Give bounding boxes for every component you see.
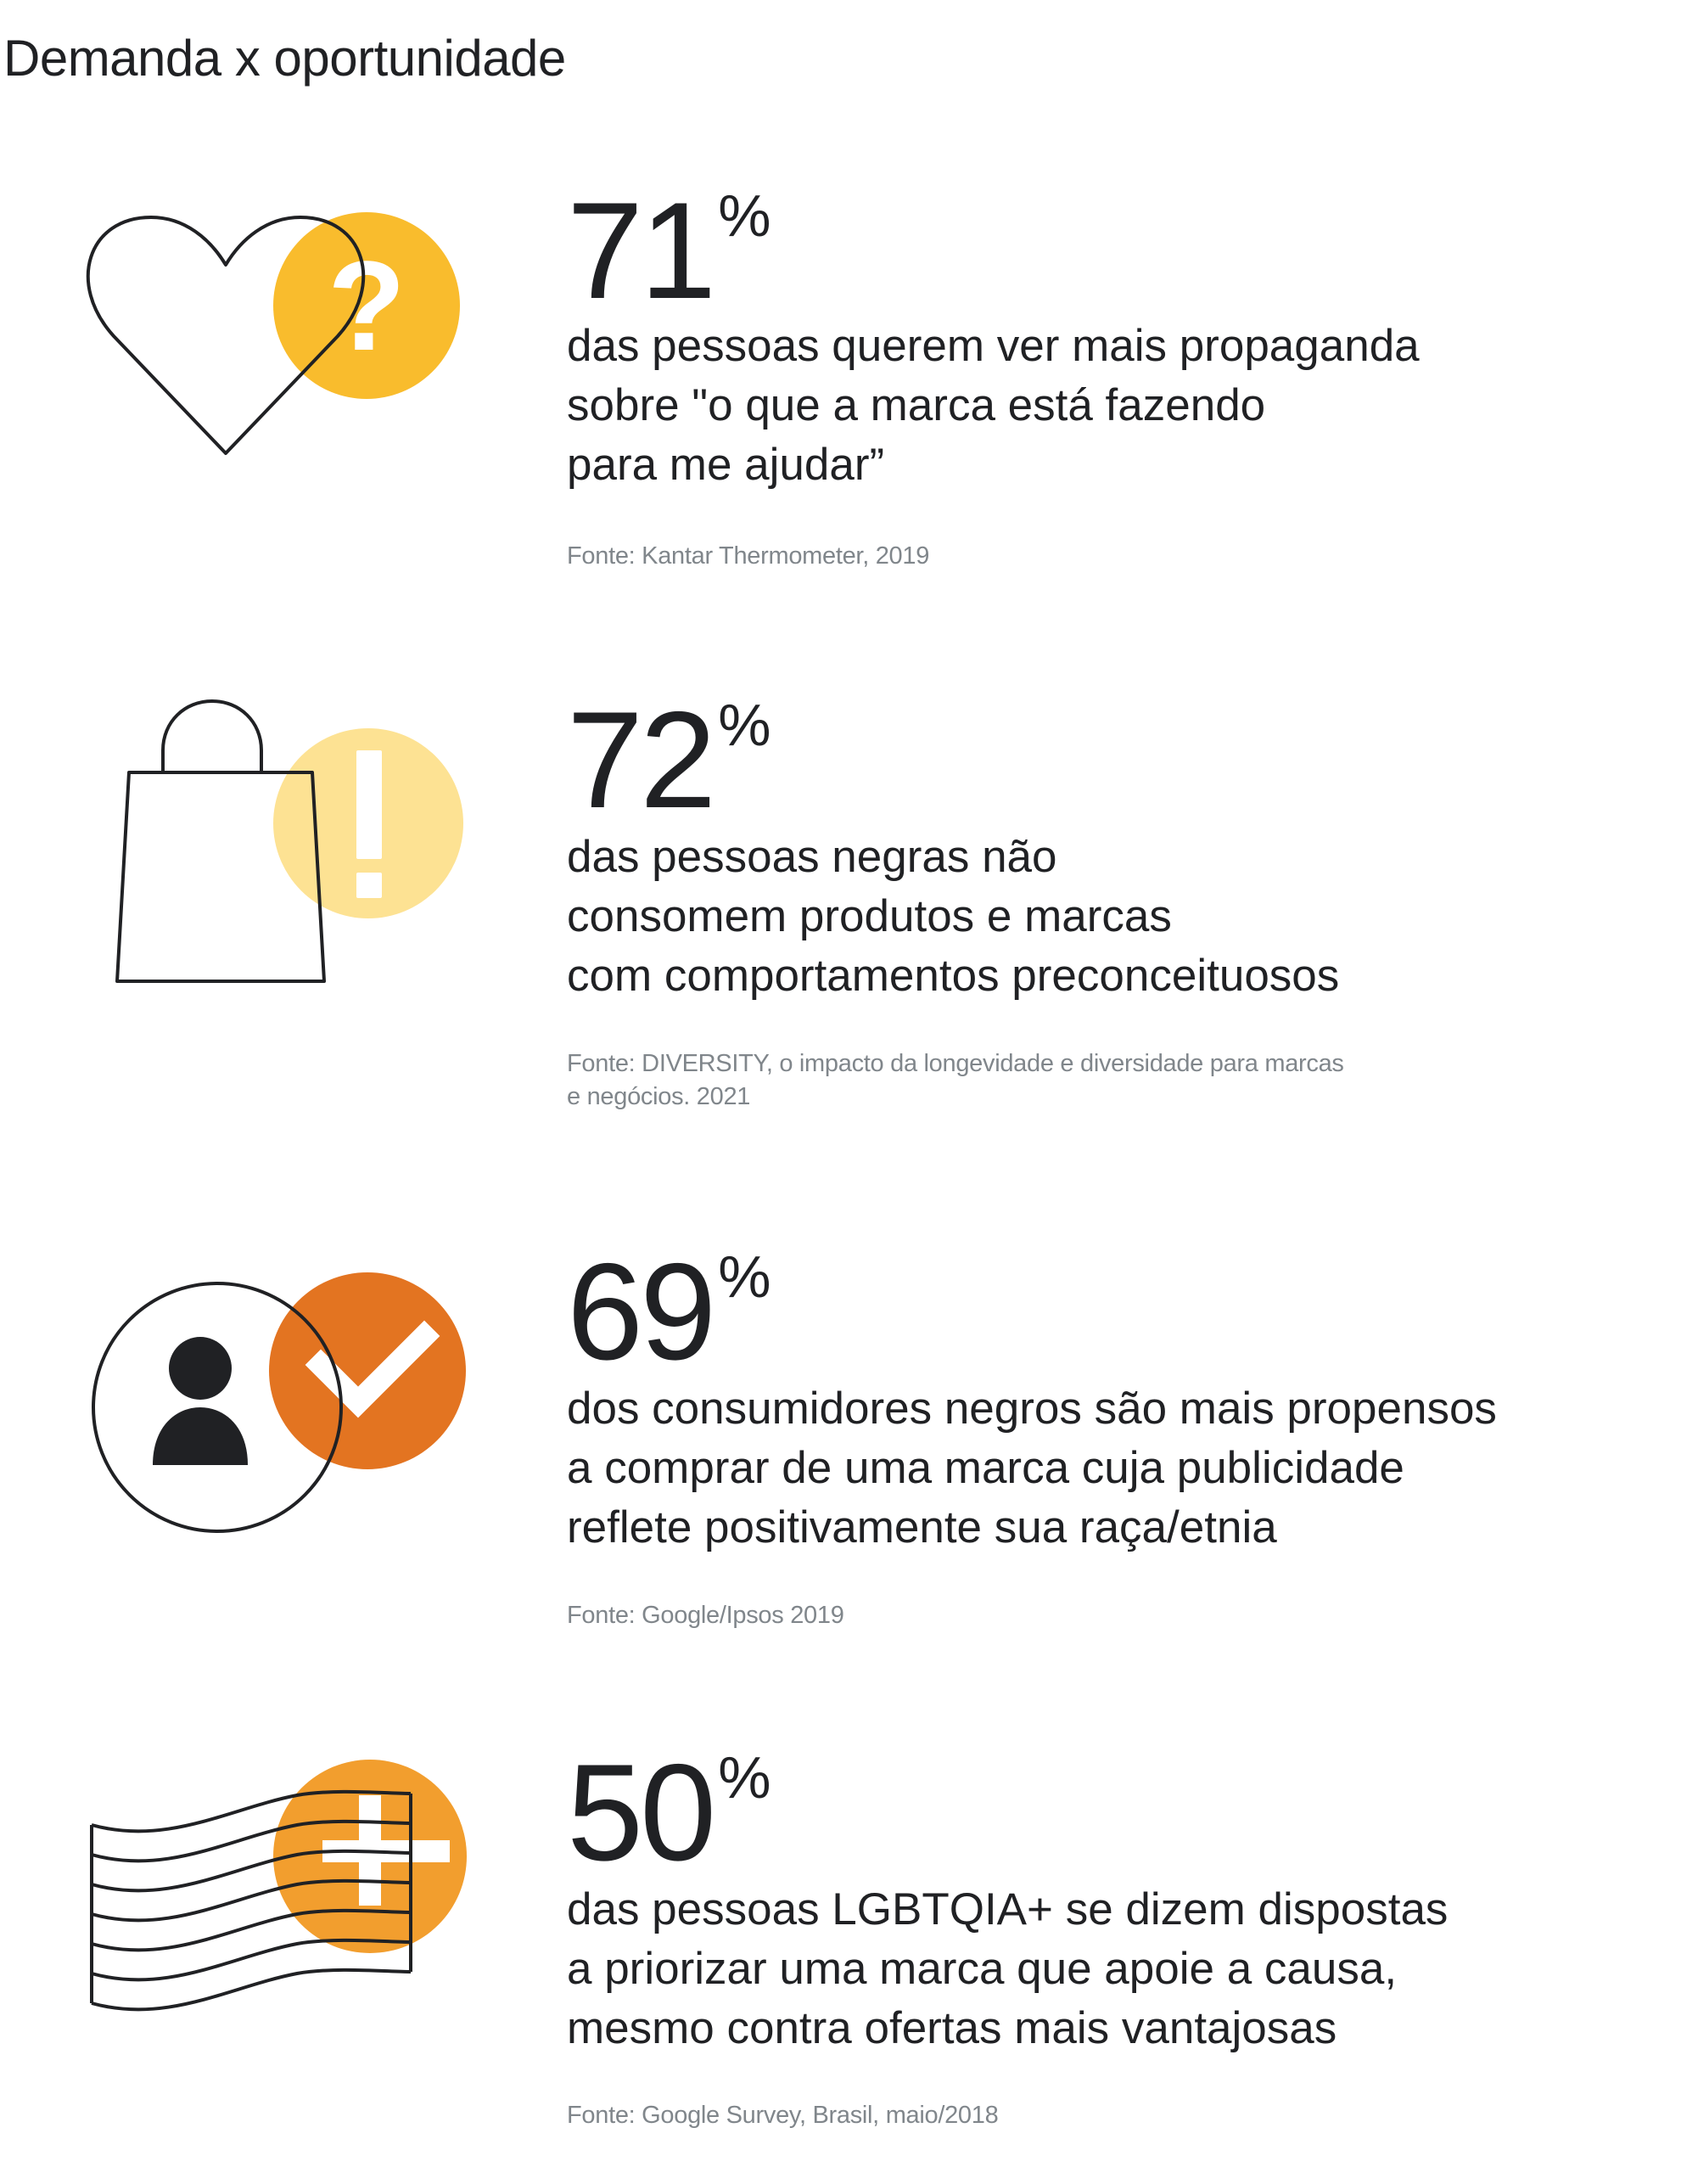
percent-sign: % [718, 692, 771, 758]
page-title: Demanda x oportunidade [3, 30, 566, 87]
stat-source: Fonte: Kantar Thermometer, 2019 [567, 542, 930, 570]
stat-source: Fonte: Google/Ipsos 2019 [567, 1602, 844, 1629]
heart-question-icon [68, 187, 509, 509]
percent-sign: % [718, 1244, 771, 1310]
stat-source: Fonte: Google Survey, Brasil, maio/2018 [567, 2102, 999, 2129]
stat-value: 71% [567, 174, 771, 328]
stat-value: 69% [567, 1235, 771, 1389]
person-check-icon [68, 1248, 509, 1570]
stat-description: das pessoas querem ver mais propaganda sobre "o que a marca está fazendo para me ajudar” [567, 321, 1420, 490]
stat-description: dos consumidores negros são mais propensos a comprar de uma marca cuja publicidade reflete positivamente sua raça/etnia [567, 1384, 1497, 1552]
percent-sign: % [718, 182, 771, 249]
stat-value: 72% [567, 683, 771, 837]
stat-description: das pessoas LGBTQIA+ se dizem dispostas a priorizar uma marca que apoie a causa, mesmo contra ofertas mais vantajosas [567, 1884, 1449, 2053]
stat-source: Fonte: DIVERSITY, o impacto da longevidade e diversidade para marcas e negócios. 2021 [567, 1050, 1344, 1110]
stat-description: das pessoas negras não consomem produtos e marcas com comportamentos preconceituosos [567, 832, 1340, 1001]
shopping-bag-exclamation-icon [68, 696, 509, 1019]
stat-value: 50% [567, 1736, 771, 1889]
percent-sign: % [718, 1744, 771, 1811]
svg-text:?: ? [328, 234, 406, 377]
flag-plus-icon [68, 1744, 509, 2067]
